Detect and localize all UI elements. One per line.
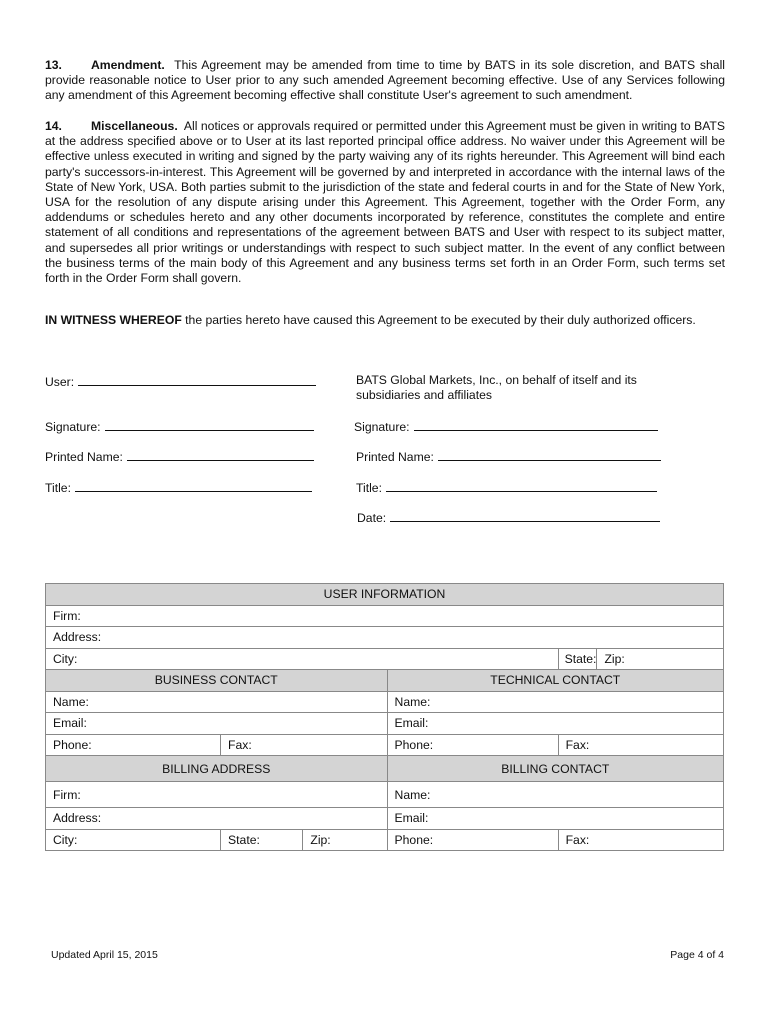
right-printed-name-line[interactable] <box>438 448 661 461</box>
date-field <box>357 509 660 525</box>
witness-statement <box>45 313 696 327</box>
technical-fax-cell[interactable]: Fax: <box>558 734 723 756</box>
address-cell[interactable]: Address: <box>46 627 724 649</box>
right-signature-field <box>354 418 658 434</box>
witness-bold: IN WITNESS WHEREOF <box>45 313 182 327</box>
firm-cell[interactable]: Firm: <box>46 605 724 627</box>
user-label: User: <box>45 375 75 389</box>
left-title-field <box>45 479 312 495</box>
right-printed-name-label: Printed Name: <box>356 450 434 464</box>
billing-city-cell[interactable]: City: <box>46 829 221 851</box>
billing-fax-cell[interactable]: Fax: <box>558 829 723 851</box>
date-label: Date: <box>357 511 387 525</box>
right-printed-name-field <box>356 448 661 464</box>
left-title-line[interactable] <box>75 479 312 492</box>
section-14-heading: Miscellaneous. <box>91 119 178 133</box>
technical-contact-header: TECHNICAL CONTACT <box>387 670 723 692</box>
left-printed-name-field <box>45 448 314 464</box>
business-email-cell[interactable]: Email: <box>46 713 388 735</box>
section-14-text: All notices or approvals required or permitted under this Agreement must be given in writing to BATS at the address specified above or to User at its last reported principal office address. No waiver under this Agreement will be effective unless executed in writing and signed by the party waiving any of its rights hereunder. This Agreement will bind each party's successors-in-interest. This Agreement will be governed by and interpreted in accordance with the internal laws of the State of New York, USA. Both parties submit to the jurisdiction of the state and federal courts in and for the State of New York, USA for the resolution of any dispute arising under this Agreement. This Agreement, together with the Order Form, any addendums or schedules hereto and any other documents incorporated by reference, constitutes the complete and entire statement of all conditions and representations of the agreement between BATS and User with respect to its subject matter, and supersedes all prior writings or understandings with respect to such subject matter. In the event of any conflict between the business terms of the main body of this Agreement and any business terms set forth in an Order Form, such terms set forth in the Order Form shall govern. <box>45 119 725 286</box>
section-13-number: 13. <box>45 58 62 72</box>
section-14 <box>45 119 725 286</box>
technical-phone-cell[interactable]: Phone: <box>387 734 558 756</box>
user-information-header: USER INFORMATION <box>46 584 724 606</box>
section-13-text: This Agreement may be amended from time to time by BATS in its sole discretion, and BATS shall provide reasonable notice to User prior to any such amended Agreement becoming effective. Use of any Services following any amendment of this Agreement becoming effective shall constitute User's agreement to such amendment. <box>45 58 725 103</box>
left-printed-name-line[interactable] <box>127 448 314 461</box>
right-signature-line[interactable] <box>414 418 658 431</box>
technical-name-cell[interactable]: Name: <box>387 691 723 713</box>
date-line[interactable] <box>390 509 660 522</box>
state-cell[interactable]: State: <box>558 648 597 670</box>
section-13 <box>45 58 725 104</box>
business-name-cell[interactable]: Name: <box>46 691 388 713</box>
section-14-number: 14. <box>45 119 62 133</box>
business-contact-header: BUSINESS CONTACT <box>46 670 388 692</box>
billing-state-cell[interactable]: State: <box>221 829 303 851</box>
billing-phone-cell[interactable]: Phone: <box>387 829 558 851</box>
user-field <box>45 373 316 389</box>
user-input-line[interactable] <box>78 373 316 386</box>
billing-email-cell[interactable]: Email: <box>387 808 723 830</box>
billing-contact-header: BILLING CONTACT <box>387 756 723 782</box>
business-phone-cell[interactable]: Phone: <box>46 734 221 756</box>
zip-cell[interactable]: Zip: <box>597 648 724 670</box>
left-signature-line[interactable] <box>105 418 314 431</box>
city-cell[interactable]: City: <box>46 648 559 670</box>
user-information-table <box>45 583 724 851</box>
right-title-label: Title: <box>356 481 382 495</box>
bats-company-name: BATS Global Markets, Inc., on behalf of itself and its subsidiaries and affiliates <box>356 373 637 402</box>
left-signature-field <box>45 418 314 434</box>
right-title-field <box>356 479 657 495</box>
section-13-heading: Amendment. <box>91 58 165 72</box>
business-fax-cell[interactable]: Fax: <box>221 734 387 756</box>
right-signature-label: Signature: <box>354 420 410 434</box>
billing-firm-cell[interactable]: Firm: <box>46 782 388 808</box>
billing-name-cell[interactable]: Name: <box>387 782 723 808</box>
billing-address-cell[interactable]: Address: <box>46 808 388 830</box>
left-signature-label: Signature: <box>45 420 101 434</box>
right-title-line[interactable] <box>386 479 657 492</box>
technical-email-cell[interactable]: Email: <box>387 713 723 735</box>
witness-text: the parties hereto have caused this Agreement to be executed by their duly authorized officers. <box>181 313 696 327</box>
footer-updated-date: Updated April 15, 2015 <box>51 949 158 961</box>
left-title-label: Title: <box>45 481 71 495</box>
billing-address-header: BILLING ADDRESS <box>46 756 388 782</box>
footer-page-number: Page 4 of 4 <box>670 949 724 961</box>
left-printed-name-label: Printed Name: <box>45 450 123 464</box>
billing-zip-cell[interactable]: Zip: <box>303 829 387 851</box>
